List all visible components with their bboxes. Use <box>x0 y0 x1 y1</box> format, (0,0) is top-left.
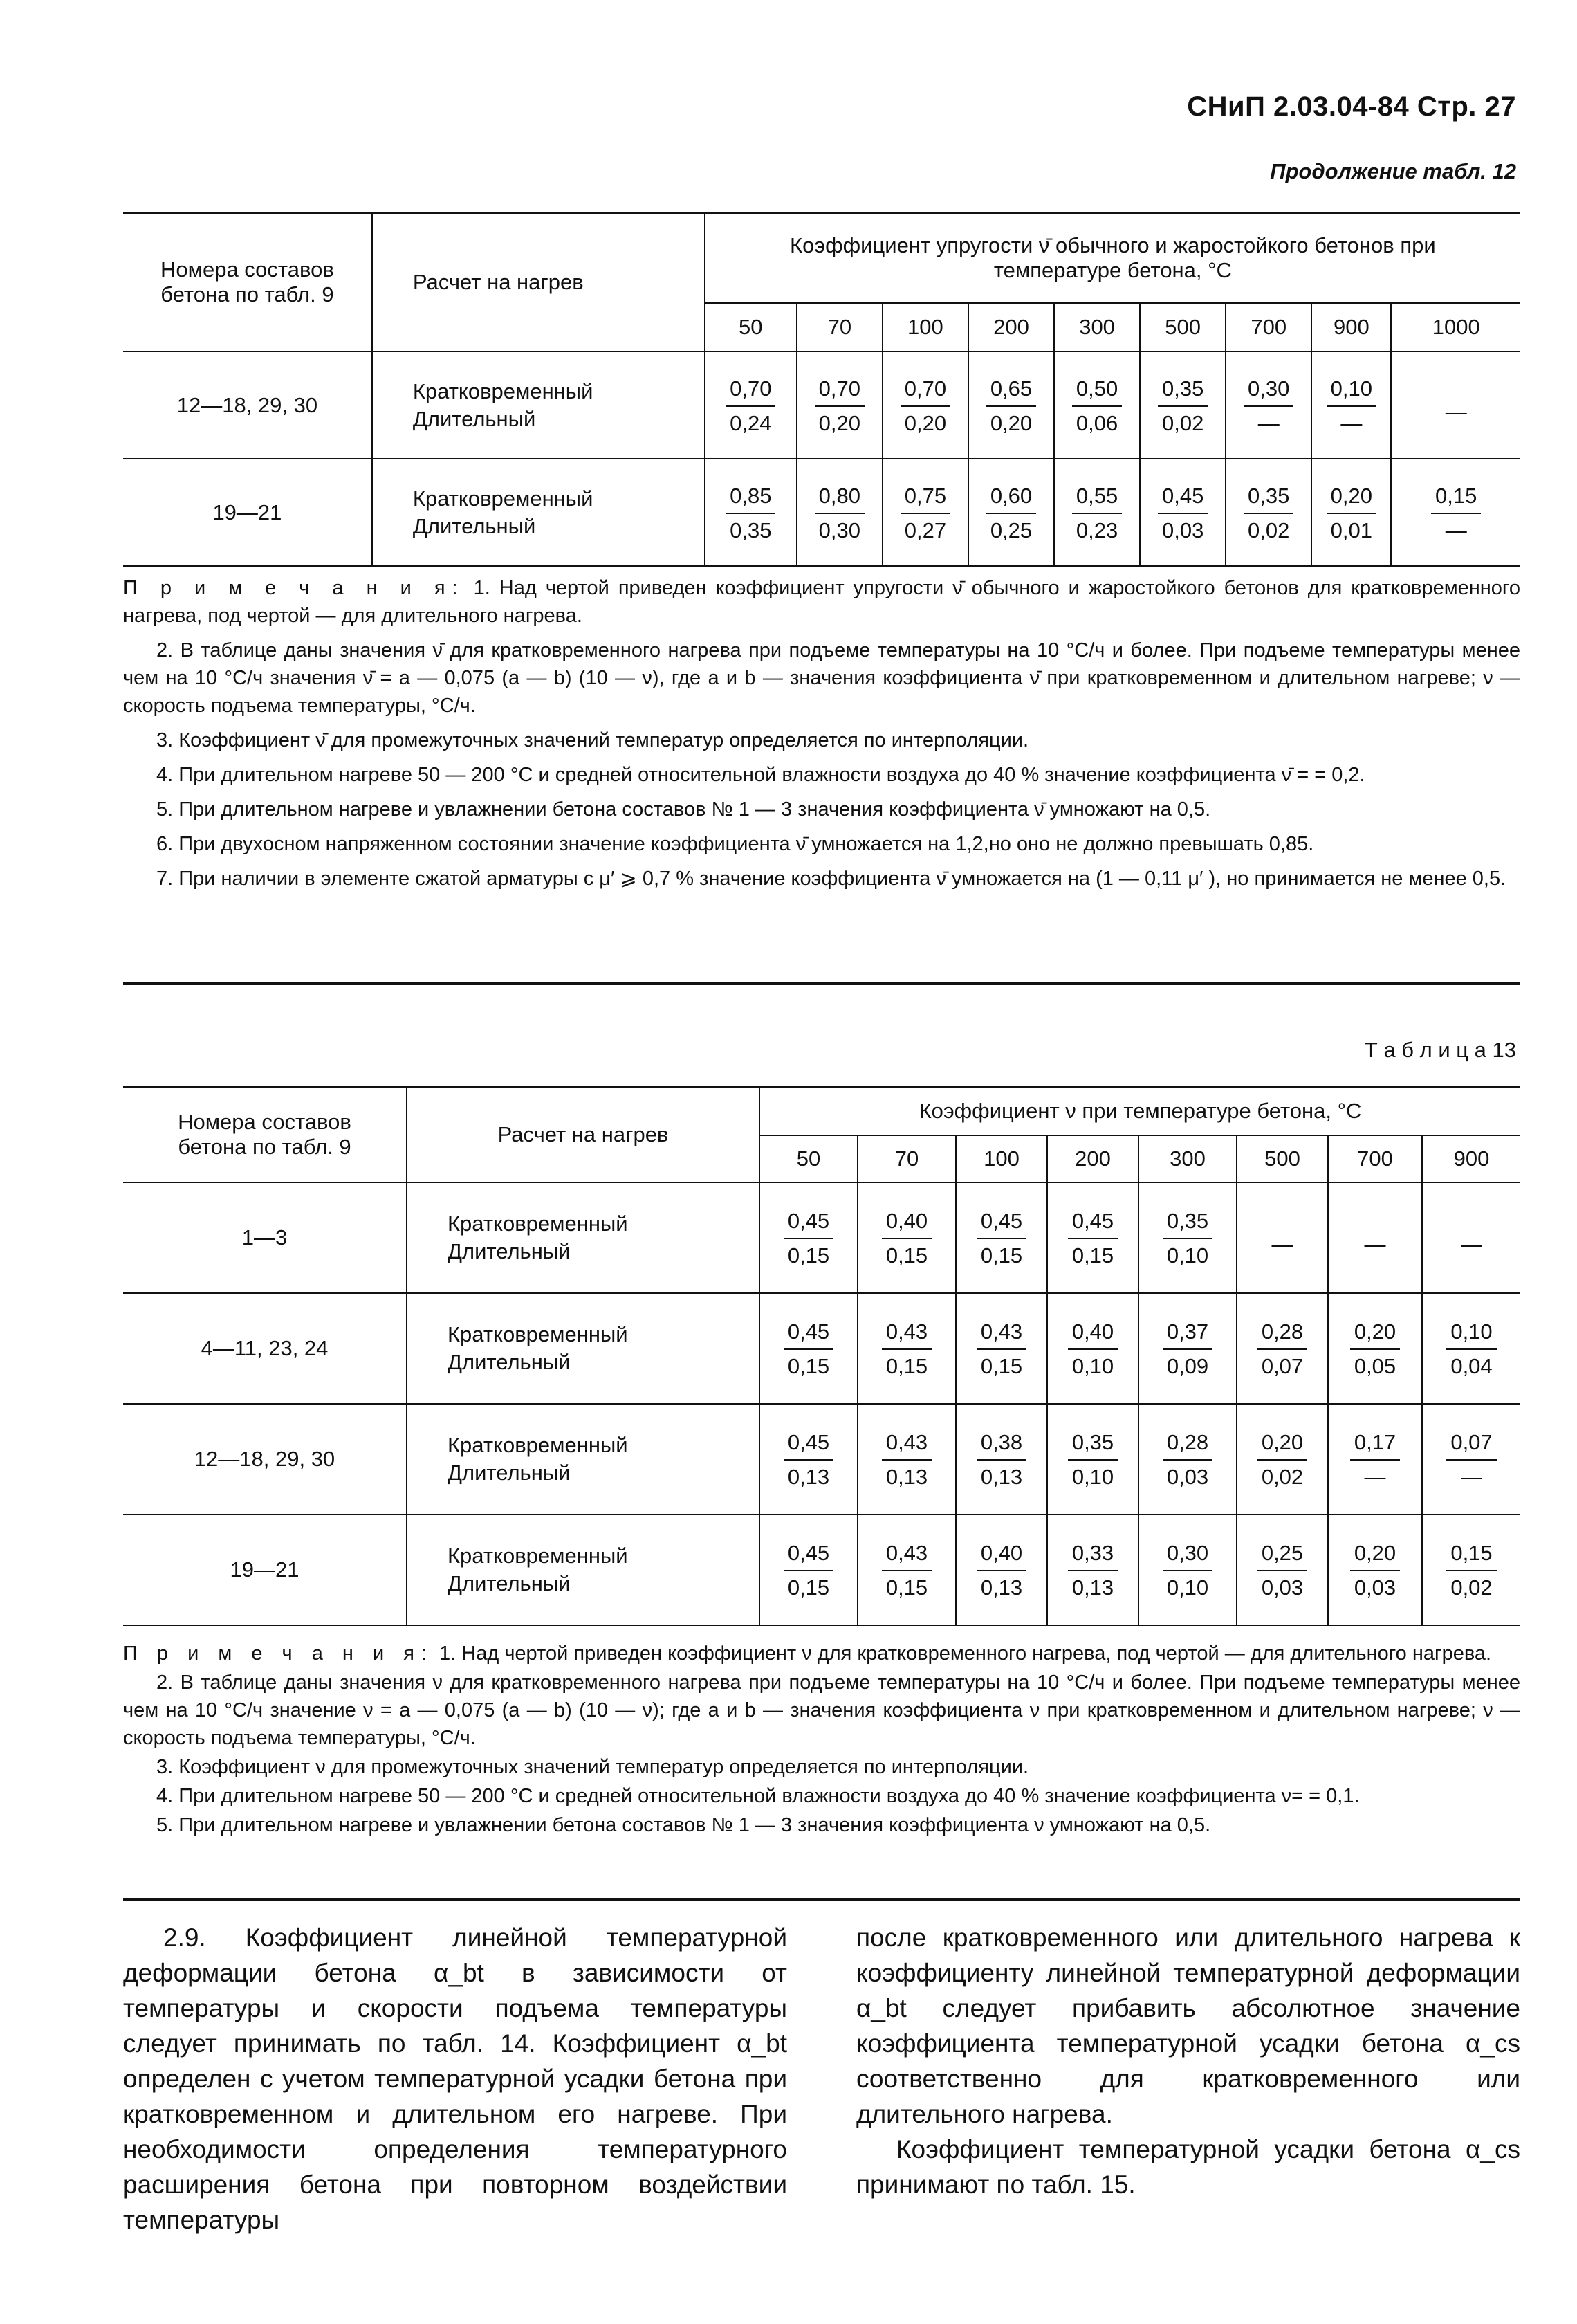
value-short: 0,28 <box>1163 1429 1212 1461</box>
value-cell <box>1311 459 1391 566</box>
section-paragraph: 2.9. Коэффициент линейной температурной деформации бетона α_bt в зависимости от температуры и скорости подъема температуры следует принимать по табл. 14. Коэффициент α_bt определен с учетом температурной усадки бетона при кратковременном и длительном его нагреве. При необходимости определения температурного расширения бетона при повторном воздействии температуры <box>123 1923 787 2234</box>
value-short: 0,35 <box>1244 482 1293 514</box>
value-long: 0,15 <box>1071 1243 1114 1268</box>
value-short: 0,35 <box>1163 1207 1212 1239</box>
value-cell <box>1047 1182 1138 1293</box>
value-long: 0,02 <box>1450 1575 1493 1600</box>
value-short: 0,20 <box>1327 482 1376 514</box>
value-short: 0,60 <box>986 482 1036 514</box>
value-cell <box>858 1515 956 1625</box>
notes-title: П р и м е ч а н и я: <box>123 577 465 599</box>
section-paragraph: после кратковременного или длительного нагрева к коэффициенту линейной температурной деформации α_bt следует прибавить абсолютное значение коэффициента температурной усадки бетона α_cs соответственно для кратковременного или длительного нагрева. <box>856 1923 1520 2128</box>
value-short: 0,65 <box>986 375 1036 407</box>
value-cell <box>1328 1182 1422 1293</box>
note-12-6: 6. При двухосном напряженном состоянии значение коэффициента ν̄ умножается на 1,2,но оно не должно превышать 0,85. <box>156 833 1314 855</box>
value-short: 0,45 <box>1158 482 1208 514</box>
table-13-caption: Т а б л и ц а 13 <box>1364 1038 1516 1062</box>
value-cell <box>1138 1515 1237 1625</box>
temp-header: 100 <box>883 303 968 351</box>
value-long: — <box>1461 1465 1482 1489</box>
composition-cell: 19—21 <box>123 1515 407 1625</box>
header-heating-calc: Расчет на нагрев <box>407 1087 759 1182</box>
value-short: 0,43 <box>977 1318 1026 1350</box>
value-cell <box>705 351 797 459</box>
header-composition: Номера составов бетона по табл. 9 <box>123 213 372 351</box>
temp-header: 900 <box>1311 303 1391 351</box>
value-cell <box>1138 1404 1237 1515</box>
value-cell <box>1422 1515 1520 1625</box>
composition-cell: 12—18, 29, 30 <box>123 1404 407 1515</box>
mode-long: Длительный <box>448 1239 571 1263</box>
mode-short: Кратковременный <box>448 1211 628 1236</box>
value-cell <box>1047 1515 1138 1625</box>
composition-cell: 4—11, 23, 24 <box>123 1293 407 1404</box>
value-long: 0,10 <box>1071 1465 1114 1489</box>
temp-header: 200 <box>1047 1135 1138 1182</box>
value-long: — <box>1340 410 1363 435</box>
temp-header: 500 <box>1140 303 1226 351</box>
value-cell <box>968 459 1054 566</box>
value-short: 0,35 <box>1158 375 1208 407</box>
divider <box>123 982 1520 985</box>
value-cell <box>1047 1404 1138 1515</box>
mode-short: Кратковременный <box>448 1433 628 1457</box>
note-12-2: 2. В таблице даны значения ν̄ для кратковременного нагрева при подъеме температуры на 10 °С/ч и более. При подъеме температуры менее чем на 10 °С/ч значения ν̄ = a — 0,075 (a — b) (10 — ν), где a и b — значения коэффициента ν̄ при кратковременном и длительном нагреве; ν — скорость подъема температуры, °С/ч. <box>123 639 1520 717</box>
value-short: 0,45 <box>784 1318 833 1350</box>
note-13-1: П р и м е ч а н и я: 1. Над чертой приведен коэффициент ν для кратковременного нагрева, под чертой — для длительного нагрева. <box>123 1643 1492 1665</box>
value-long: 0,23 <box>1076 518 1118 542</box>
heating-mode-cell <box>407 1293 759 1404</box>
value-long: 0,13 <box>885 1465 928 1489</box>
value-short: 0,28 <box>1257 1318 1307 1350</box>
value-long: 0,10 <box>1071 1354 1114 1378</box>
temp-header: 1000 <box>1391 303 1520 351</box>
value-long: 0,03 <box>1354 1575 1396 1600</box>
value-cell <box>797 351 883 459</box>
value-cell <box>858 1182 956 1293</box>
value-cell <box>705 459 797 566</box>
value-short: 0,40 <box>1068 1318 1118 1350</box>
note-12-7: 7. При наличии в элементе сжатой арматуры с μ′ ⩾ 0,7 % значение коэффициента ν̄ умножается на (1 — 0,11 μ′ ), но принимается не менее 0,5. <box>156 868 1506 890</box>
value-cell <box>968 351 1054 459</box>
value-short: 0,45 <box>784 1429 833 1461</box>
value-cell <box>1237 1182 1328 1293</box>
value-cell <box>1054 351 1140 459</box>
table-12 <box>123 212 1520 567</box>
value-short: 0,43 <box>882 1539 932 1571</box>
value-cell <box>759 1515 858 1625</box>
value-short: 0,40 <box>977 1539 1026 1571</box>
value-long: 0,02 <box>1161 410 1204 435</box>
temp-header: 700 <box>1226 303 1311 351</box>
value-cell <box>883 351 968 459</box>
mode-short: Кратковременный <box>448 1322 628 1346</box>
value-short: 0,43 <box>882 1318 932 1350</box>
table-row <box>123 1293 1520 1404</box>
value-long: 0,03 <box>1166 1465 1209 1489</box>
value-short: 0,15 <box>1431 482 1481 514</box>
heating-mode-cell <box>407 1182 759 1293</box>
value-long: 0,15 <box>885 1354 928 1378</box>
mode-short: Кратковременный <box>412 378 593 403</box>
value-long: — <box>1445 518 1467 542</box>
value-short: 0,40 <box>882 1207 932 1239</box>
value-cell <box>1054 459 1140 566</box>
value-cell <box>956 1404 1047 1515</box>
table-13 <box>123 1086 1520 1626</box>
mode-long: Длительный <box>412 406 536 431</box>
value-short: 0,35 <box>1068 1429 1118 1461</box>
note-12-3: 3. Коэффициент ν̄ для промежуточных значений температур определяется по интерполяции. <box>156 729 1029 751</box>
value-long: 0,09 <box>1166 1354 1209 1378</box>
value-short: 0,30 <box>1244 375 1293 407</box>
note-13-2: 2. В таблице даны значения ν для кратковременного нагрева при подъеме температуры на 10 °С/ч и более. При подъеме температуры менее чем на 10 °С/ч значение ν = a — 0,075 (a — b) (10 — ν); где a и b — значения коэффициента ν при кратковременном и длительном нагреве; ν — скорость подъема температуры, °С/ч. <box>123 1672 1520 1749</box>
value-cell <box>759 1404 858 1515</box>
temp-header: 900 <box>1422 1135 1520 1182</box>
value-short: 0,85 <box>726 482 775 514</box>
value-short: 0,33 <box>1068 1539 1118 1571</box>
temp-header: 700 <box>1328 1135 1422 1182</box>
value-cell <box>1140 351 1226 459</box>
value-dash: — <box>1461 1232 1482 1256</box>
value-cell <box>858 1293 956 1404</box>
composition-cell: 19—21 <box>123 459 372 566</box>
value-cell <box>759 1293 858 1404</box>
value-long: 0,20 <box>818 410 860 435</box>
value-short: 0,45 <box>784 1207 833 1239</box>
value-long: 0,10 <box>1166 1243 1209 1268</box>
temp-header: 70 <box>797 303 883 351</box>
table-row <box>123 459 1520 566</box>
header-elasticity-coefficient: Коэффициент упругости ν̄ обычного и жаростойкого бетонов при температуре бетона, °С <box>705 213 1520 303</box>
mode-short: Кратковременный <box>448 1544 628 1568</box>
value-long: 0,15 <box>787 1575 830 1600</box>
value-cell <box>1391 459 1520 566</box>
value-dash: — <box>1364 1232 1386 1256</box>
value-cell <box>1237 1515 1328 1625</box>
value-short: 0,20 <box>1257 1429 1307 1461</box>
mode-short: Кратковременный <box>412 486 593 511</box>
temp-header: 500 <box>1237 1135 1328 1182</box>
value-cell <box>956 1293 1047 1404</box>
value-cell <box>1422 1293 1520 1404</box>
value-cell <box>1328 1404 1422 1515</box>
heating-mode-cell <box>407 1404 759 1515</box>
value-cell <box>1237 1293 1328 1404</box>
value-short: 0,07 <box>1446 1429 1496 1461</box>
temp-header: 300 <box>1054 303 1140 351</box>
temp-header: 70 <box>858 1135 956 1182</box>
notes-title: П р и м е ч а н и я: <box>123 1643 434 1665</box>
page-header: СНиП 2.03.04-84 Стр. 27 <box>1187 91 1516 122</box>
value-long: 0,03 <box>1161 518 1204 542</box>
value-cell <box>956 1515 1047 1625</box>
value-short: 0,45 <box>1068 1207 1118 1239</box>
value-cell <box>759 1182 858 1293</box>
value-long: 0,15 <box>787 1243 830 1268</box>
value-long: 0,20 <box>990 410 1033 435</box>
value-long: — <box>1364 1465 1386 1489</box>
table-row <box>123 351 1520 459</box>
value-long: 0,35 <box>730 518 772 542</box>
note-12-4: 4. При длительном нагреве 50 — 200 °С и средней относительной влажности воздуха до 40 % значение коэффициента ν̄ = = 0,2. <box>156 764 1365 786</box>
temp-header: 50 <box>705 303 797 351</box>
value-long: 0,13 <box>980 1575 1023 1600</box>
value-cell <box>1422 1404 1520 1515</box>
notes-table-13 <box>123 1640 1520 1840</box>
composition-cell: 1—3 <box>123 1182 407 1293</box>
value-cell <box>858 1404 956 1515</box>
value-short: 0,43 <box>882 1429 932 1461</box>
value-dash: — <box>1271 1232 1293 1256</box>
mode-long: Длительный <box>412 513 536 538</box>
value-cell <box>797 459 883 566</box>
value-long: 0,15 <box>885 1575 928 1600</box>
value-long: 0,05 <box>1354 1354 1396 1378</box>
value-cell <box>1328 1293 1422 1404</box>
value-short: 0,80 <box>815 482 865 514</box>
value-long: — <box>1257 410 1280 435</box>
value-short: 0,75 <box>901 482 950 514</box>
note-12-5: 5. При длительном нагреве и увлажнении бетона составов № 1 — 3 значения коэффициента ν̄ умножают на 0,5. <box>156 798 1211 821</box>
value-long: 0,04 <box>1450 1354 1493 1378</box>
value-long: 0,25 <box>990 518 1033 542</box>
notes-table-12 <box>123 574 1520 899</box>
value-cell <box>1226 459 1311 566</box>
value-long: 0,20 <box>904 410 947 435</box>
value-short: 0,10 <box>1446 1318 1496 1350</box>
value-long: 0,27 <box>904 518 947 542</box>
value-long: 0,13 <box>980 1465 1023 1489</box>
value-short: 0,30 <box>1163 1539 1212 1571</box>
value-cell <box>883 459 968 566</box>
composition-cell: 12—18, 29, 30 <box>123 351 372 459</box>
value-cell <box>1391 351 1520 459</box>
value-short: 0,37 <box>1163 1318 1212 1350</box>
section-paragraph: Коэффициент температурной усадки бетона α_cs принимают по табл. 15. <box>856 2135 1520 2199</box>
mode-long: Длительный <box>448 1461 571 1485</box>
mode-long: Длительный <box>448 1571 571 1595</box>
divider <box>123 1898 1520 1901</box>
header-heating-calc: Расчет на нагрев <box>372 213 705 351</box>
note-13-5: 5. При длительном нагреве и увлажнении бетона составов № 1 — 3 значения коэффициента ν умножают на 0,5. <box>156 1814 1211 1836</box>
value-long: 0,15 <box>980 1243 1023 1268</box>
value-cell <box>956 1182 1047 1293</box>
header-composition: Номера составов бетона по табл. 9 <box>123 1087 407 1182</box>
heating-mode-cell <box>407 1515 759 1625</box>
value-short: 0,70 <box>815 375 865 407</box>
value-long: 0,13 <box>1071 1575 1114 1600</box>
value-short: 0,10 <box>1327 375 1376 407</box>
value-long: 0,03 <box>1261 1575 1304 1600</box>
heating-mode-cell <box>372 351 705 459</box>
header-coefficient: Коэффициент ν при температуре бетона, °С <box>759 1087 1520 1135</box>
heating-mode-cell <box>372 459 705 566</box>
temp-header: 300 <box>1138 1135 1237 1182</box>
value-short: 0,50 <box>1072 375 1122 407</box>
value-short: 0,55 <box>1072 482 1122 514</box>
value-short: 0,17 <box>1350 1429 1400 1461</box>
value-cell <box>1138 1293 1237 1404</box>
value-long: 0,30 <box>818 518 860 542</box>
value-cell <box>1138 1182 1237 1293</box>
section-2-9-right <box>856 1920 1520 2202</box>
table-row <box>123 1182 1520 1293</box>
value-cell <box>1140 459 1226 566</box>
value-short: 0,25 <box>1257 1539 1307 1571</box>
value-short: 0,45 <box>784 1539 833 1571</box>
table-row <box>123 1515 1520 1625</box>
value-short: 0,15 <box>1446 1539 1496 1571</box>
temp-header: 200 <box>968 303 1054 351</box>
value-short: 0,20 <box>1350 1539 1400 1571</box>
value-long: 0,15 <box>787 1354 830 1378</box>
value-cell <box>1047 1293 1138 1404</box>
value-long: 0,13 <box>787 1465 830 1489</box>
note-13-3: 3. Коэффициент ν для промежуточных значений температур определяется по интерполяции. <box>156 1756 1029 1778</box>
temp-header: 50 <box>759 1135 858 1182</box>
value-short: 0,70 <box>901 375 950 407</box>
value-cell <box>1237 1404 1328 1515</box>
value-short: 0,38 <box>977 1429 1026 1461</box>
value-long: 0,07 <box>1261 1354 1304 1378</box>
value-cell <box>1422 1182 1520 1293</box>
mode-long: Длительный <box>448 1350 571 1374</box>
table-row <box>123 1404 1520 1515</box>
value-long: 0,15 <box>885 1243 928 1268</box>
note-13-4: 4. При длительном нагреве 50 — 200 °С и средней относительной влажности воздуха до 40 % значение коэффициента ν= = 0,1. <box>156 1785 1360 1807</box>
value-long: 0,02 <box>1261 1465 1304 1489</box>
value-long: 0,15 <box>980 1354 1023 1378</box>
value-cell <box>1311 351 1391 459</box>
value-short: 0,45 <box>977 1207 1026 1239</box>
temp-header: 100 <box>956 1135 1047 1182</box>
value-short: 0,20 <box>1350 1318 1400 1350</box>
value-long: 0,01 <box>1330 518 1372 542</box>
value-cell <box>1328 1515 1422 1625</box>
value-short: 0,70 <box>726 375 775 407</box>
note-12-1: П р и м е ч а н и я: 1. Над чертой приведен коэффициент упругости ν̄ обычного и жаростойкого бетонов для кратковременного нагрева, под чертой — для длительного нагрева. <box>123 577 1520 627</box>
value-dash: — <box>1445 399 1467 424</box>
value-long: 0,10 <box>1166 1575 1209 1600</box>
value-long: 0,02 <box>1248 518 1290 542</box>
table-continuation-label: Продолжение табл. 12 <box>1270 159 1516 183</box>
value-long: 0,24 <box>730 410 772 435</box>
value-long: 0,06 <box>1076 410 1118 435</box>
value-cell <box>1226 351 1311 459</box>
section-2-9-left <box>123 1920 787 2238</box>
